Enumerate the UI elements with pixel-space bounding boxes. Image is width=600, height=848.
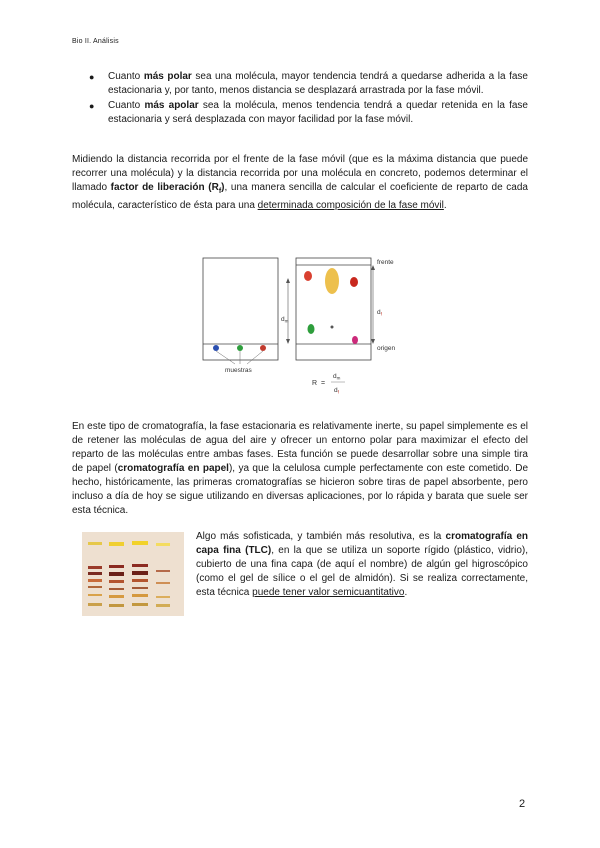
paragraph-rf: Midiendo la distancia recorrida por el frente de la fase móvil (que es la máxima distancia que puede recorrer una molécula) y la distancia recorrida por una molécula en concreto, podemos determinar el llamado factor de liberación $(R_f)$, una manera sencilla de calcular el coeficiente de reparto de cada molécula, característico de ésta para una determinada composición de la fase móvil. (72, 154, 528, 211)
bullet-text-post: sea la molécula, menos tendencia tendrá a quedar retenida en la fase estacionaria y será desplazada con mayor facilidad por la fase móvil. (108, 100, 528, 125)
plate-before (203, 258, 278, 360)
label-df: $d_f$ (377, 309, 382, 317)
formula-eq: = (321, 380, 326, 387)
spot-gray (331, 326, 334, 329)
formula-denominator: $d_f$ (334, 387, 339, 395)
bullet-text-pre: Cuanto (108, 71, 144, 82)
bullet-text-pre: Cuanto (108, 100, 145, 111)
paragraph-paper: En este tipo de cromatografía, la fase estacionaria es relativamente inerte, su papel simplemente es el de retener las moléculas de agua del aire y ofrecer un entorno polar para maximizar el efecto del reparto de las moléculas entre ambas fases. Esta función se puede desarrollar sobre una simple tira de papel (cromatografía en papel), ya que la celulosa cumple perfectamente con este cometido. De hecho, históricamente, las primeras cromatografías se hicieron sobre tiras de papel absorbente, pero incluso a día de hoy se sigue utilizando en diversas aplicaciones, por lo rápida y barata que suele ser esta técnica. (72, 421, 529, 516)
bullet-icon: ● (89, 72, 95, 82)
underlined-phrase: puede tener valor semicuantitativo (252, 587, 405, 598)
paragraph-tlc: Algo más sofisticada, y también más resolutiva, es la cromatografía en capa fina (TLC), en la que se utiliza un soporte rígido (plástico, vidrio), cubierto de una fina capa (de aquí el nombre) de algún gel higroscópico (como el gel de sílice o el gel de almidón). Si se realiza correctamente, esta técnica puede tener valor semicuantitativo. (196, 531, 529, 598)
tlc-plate-photo (82, 532, 184, 616)
sample-spot (213, 345, 219, 351)
bullet-text-post: sea una molécula, mayor tendencia tendrá a quedarse adherida a la fase estacionaria y, por tanto, menos distancia se desplazará arrastrada por la fase móvil. (108, 71, 528, 96)
list-item (72, 70, 528, 98)
spot-red-right (350, 277, 358, 287)
underlined-phrase: determinada composición de la fase móvil (257, 200, 444, 211)
formula-numerator: $d_m$ (333, 373, 341, 381)
spot-red-top (304, 271, 312, 281)
spot-yellow (325, 268, 339, 294)
bullet-bold: más polar (143, 71, 192, 82)
formula-r: R (312, 380, 318, 387)
spot-pink (352, 336, 358, 344)
sample-spot (260, 345, 266, 351)
label-muestras: muestras (225, 367, 252, 374)
chromatography-diagram (195, 248, 410, 400)
page-number: 2 (519, 798, 526, 810)
tlc-term: cromatografía en capa fina (TLC) (196, 531, 529, 556)
paper-term: cromatografía en papel (117, 463, 229, 474)
sample-spot (237, 345, 243, 351)
bullet-bold: más apolar (144, 100, 199, 111)
label-frente: frente (377, 259, 394, 266)
spot-green (308, 324, 315, 334)
bullet-icon: ● (89, 101, 95, 111)
rf-term: factor de liberación $(R_f)$ (110, 182, 225, 195)
label-dm: $d_m$ (281, 316, 289, 324)
list-item (72, 99, 528, 127)
label-origen: origen (377, 345, 396, 352)
bullet-list (72, 70, 528, 128)
page-header: Bio II. Análisis (72, 38, 119, 45)
